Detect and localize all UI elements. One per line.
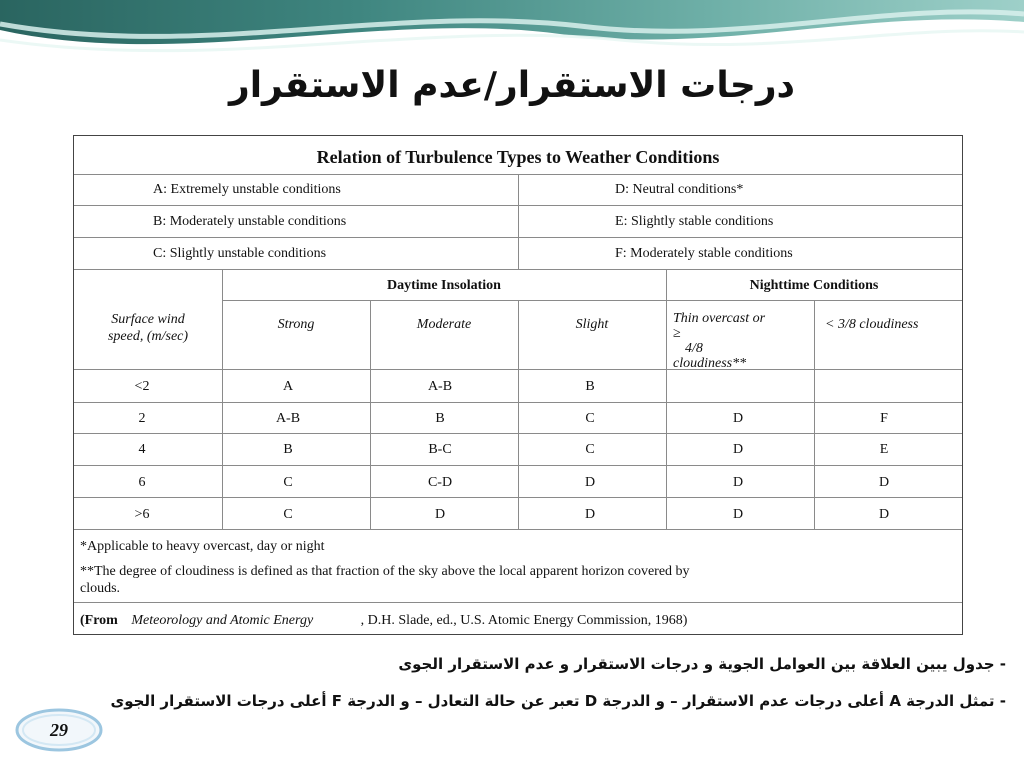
less-cell: D	[878, 475, 890, 490]
thin-cell: D	[732, 507, 744, 522]
wind-cell: 2	[138, 411, 146, 426]
source-citation	[80, 613, 687, 629]
class-desc: : Neutral conditions*	[625, 182, 744, 197]
slide-title: درجات الاستقرار/عدم الاستقرار	[228, 65, 796, 106]
source-title: Meteorology and Atomic Energy	[131, 613, 314, 628]
strong-cell: C	[283, 507, 293, 522]
table-caption: Relation of Turbulence Types to Weather Conditions	[316, 147, 720, 167]
class-desc: : Slightly unstable conditions	[162, 246, 327, 261]
wind-cell: <2	[134, 379, 150, 394]
strong-cell: B	[283, 442, 293, 457]
class-def-d	[615, 182, 743, 198]
source-prefix: (From	[80, 613, 118, 628]
thin-header-line: 4/8	[685, 341, 703, 356]
slight-header: Slight	[575, 317, 609, 332]
class-def-a	[153, 182, 341, 198]
bullet-1: - جدول يبين العلاقة بين العوامل الجوية و درجات الاستقرار و عدم الاستقرار الجوى	[398, 655, 1006, 673]
moderate-cell: B-C	[428, 442, 452, 457]
turbulence-table	[73, 135, 963, 635]
bullet-2: - تمثل الدرجة A أعلى درجات عدم الاستقرار – و الدرجة D تعبر عن حالة التعادل – و الدرجة F أعلى درجات الاستقرار الجوى	[110, 692, 1006, 710]
table-rule	[74, 529, 962, 530]
wind-cell: 4	[138, 442, 146, 457]
table-row	[74, 402, 962, 433]
page-number: 29	[50, 720, 68, 740]
class-letter: B	[153, 214, 163, 229]
moderate-cell: C-D	[427, 475, 453, 490]
class-letter: D	[615, 182, 626, 197]
strong-cell: A	[282, 379, 294, 394]
table-rule	[74, 269, 962, 270]
moderate-cell: A-B	[427, 379, 453, 394]
slight-cell: C	[585, 411, 595, 426]
page-number-badge	[14, 706, 104, 754]
slight-cell: B	[585, 379, 595, 394]
wind-cell: >6	[134, 507, 150, 522]
moderate-header: Moderate	[416, 317, 472, 332]
thin-header-line: cloudiness**	[673, 356, 747, 371]
thin-overcast-header	[673, 311, 765, 371]
table-row	[74, 369, 962, 402]
wind-header-line: speed, (m/sec)	[107, 329, 189, 344]
header-banner	[0, 0, 1024, 62]
slight-cell: C	[585, 442, 595, 457]
class-def-e	[615, 214, 773, 230]
strong-cell: C	[283, 475, 293, 490]
nighttime-header: Nighttime Conditions	[749, 278, 879, 293]
thin-cell: D	[732, 411, 744, 426]
note-cloudiness-line: **The degree of cloudiness is defined as that fraction of the sky above the local apparent horizon covered by	[80, 564, 690, 579]
note-applicable: *Applicable to heavy overcast, day or night	[80, 539, 325, 554]
thin-cell: D	[732, 442, 744, 457]
strong-cell: A-B	[275, 411, 301, 426]
thin-header-line: Thin overcast or	[673, 311, 766, 326]
note-cloudiness-line: clouds.	[80, 581, 121, 596]
class-letter: F	[615, 246, 623, 261]
wind-cell: 6	[138, 475, 146, 490]
table-rule	[518, 174, 519, 269]
slight-cell: D	[584, 475, 596, 490]
less-cell: E	[879, 442, 889, 457]
class-def-f	[615, 246, 793, 262]
source-rest: , D.H. Slade, ed., U.S. Atomic Energy Commission, 1968)	[360, 613, 688, 628]
class-def-c	[153, 246, 326, 262]
class-def-b	[153, 214, 346, 230]
less-cell: D	[878, 507, 890, 522]
table-row	[74, 433, 962, 465]
note-cloudiness	[80, 563, 760, 597]
class-letter: C	[153, 246, 163, 261]
low-cloudiness-header: < 3/8 cloudiness	[825, 317, 919, 332]
class-desc: : Moderately stable conditions	[622, 246, 793, 261]
daytime-header: Daytime Insolation	[387, 278, 501, 293]
class-desc: : Moderately unstable conditions	[162, 214, 347, 229]
class-desc: : Slightly stable conditions	[623, 214, 774, 229]
slight-cell: D	[584, 507, 596, 522]
thin-cell: D	[732, 475, 744, 490]
strong-header: Strong	[277, 317, 315, 332]
table-row	[74, 497, 962, 529]
table-rule	[74, 602, 962, 603]
thin-header-line: ≥	[673, 326, 681, 341]
wind-header-line: Surface wind	[111, 312, 185, 327]
less-cell: F	[880, 411, 888, 426]
class-desc: : Extremely unstable conditions	[163, 182, 341, 197]
table-rule	[222, 300, 962, 301]
moderate-cell: D	[434, 507, 446, 522]
wind-speed-header	[74, 311, 222, 345]
moderate-cell: B	[435, 411, 445, 426]
class-letter: A	[153, 182, 164, 197]
table-row	[74, 465, 962, 497]
class-letter: E	[615, 214, 624, 229]
